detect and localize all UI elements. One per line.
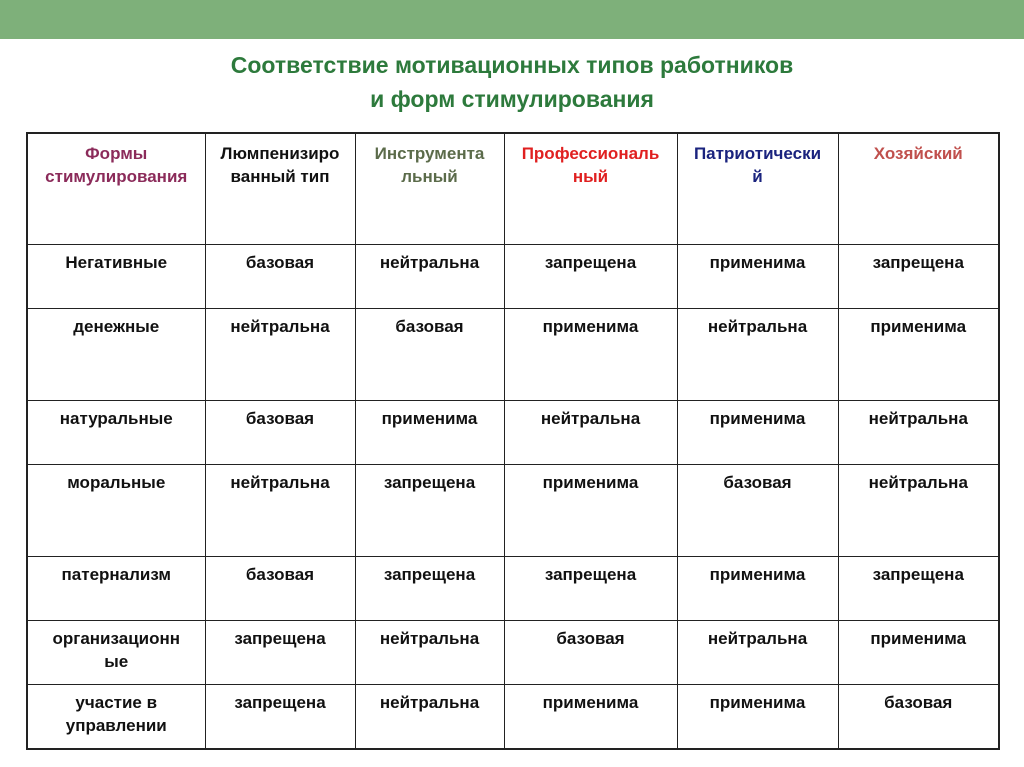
row-label (27, 621, 205, 685)
row-label-text: патернализм (61, 565, 171, 584)
row-label-text: организационн (52, 629, 181, 648)
table-cell: базовая (355, 309, 504, 401)
row-label (27, 401, 205, 465)
table-cell: нейтральна (838, 401, 999, 465)
table-cell: запрещена (205, 621, 355, 685)
table-cell: применима (504, 309, 677, 401)
row-label-text: моральные (67, 473, 166, 492)
row-label-text: натуральные (59, 409, 173, 428)
table-cell: запрещена (504, 245, 677, 309)
table-cell: применима (677, 685, 838, 750)
row-label-text: денежные (73, 317, 160, 336)
table-cell: нейтральна (355, 621, 504, 685)
table-cell: применима (504, 685, 677, 750)
table-cell: применима (677, 401, 838, 465)
row-label-text: управлении (65, 716, 167, 735)
table-cell: запрещена (838, 245, 999, 309)
header-row (27, 133, 999, 245)
header-cell-patriotic (677, 133, 838, 245)
header-text: стимулирования (45, 167, 188, 186)
table-row (27, 401, 999, 465)
table-cell: запрещена (504, 557, 677, 621)
table-cell: применима (677, 557, 838, 621)
header-cell-professional (504, 133, 677, 245)
table-cell: запрещена (838, 557, 999, 621)
table-cell: нейтральна (677, 309, 838, 401)
table-cell: применима (355, 401, 504, 465)
header-text: Формы (85, 144, 148, 163)
table-cell: нейтральна (677, 621, 838, 685)
table-cell: применима (838, 309, 999, 401)
header-text: Инструмента (374, 144, 485, 163)
header-text: Патриотически (693, 144, 822, 163)
table-cell: нейтральна (355, 685, 504, 750)
table-cell: нейтральна (355, 245, 504, 309)
header-cell-lumpen (205, 133, 355, 245)
page-title (0, 48, 1024, 116)
table-cell: применима (504, 465, 677, 557)
row-label-text: ые (104, 652, 129, 671)
table-cell: запрещена (355, 465, 504, 557)
table-cell: базовая (838, 685, 999, 750)
header-cell-instrumental (355, 133, 504, 245)
table-cell: применима (838, 621, 999, 685)
header-cell-master (838, 133, 999, 245)
table-row (27, 465, 999, 557)
row-label-text: участие в (75, 693, 158, 712)
row-label-text: Негативные (65, 253, 168, 272)
table-cell: нейтральна (838, 465, 999, 557)
title-line-1: Соответствие мотивационных типов работников (230, 52, 794, 78)
row-label (27, 245, 205, 309)
table-row (27, 621, 999, 685)
header-text: Профессиональ (521, 144, 660, 163)
table-cell: базовая (677, 465, 838, 557)
row-label (27, 309, 205, 401)
table-cell: базовая (205, 245, 355, 309)
row-label (27, 557, 205, 621)
table-cell: запрещена (205, 685, 355, 750)
header-text: льный (401, 167, 458, 186)
table-cell: применима (677, 245, 838, 309)
table-cell: нейтральна (504, 401, 677, 465)
table-row (27, 685, 999, 750)
header-text: ванный тип (230, 167, 330, 186)
table-cell: запрещена (355, 557, 504, 621)
header-text: Хозяйский (873, 144, 963, 163)
header-cell-forms (27, 133, 205, 245)
table-row (27, 309, 999, 401)
row-label (27, 465, 205, 557)
stimulation-table (26, 132, 1000, 750)
table-cell: базовая (205, 401, 355, 465)
top-bar (0, 0, 1024, 39)
row-label (27, 685, 205, 750)
table-row (27, 245, 999, 309)
title-line-2: и форм стимулирования (370, 86, 654, 112)
header-text: й (752, 167, 763, 186)
header-text: ный (572, 167, 609, 186)
header-text: Люмпенизиро (220, 144, 340, 163)
table-cell: нейтральна (205, 465, 355, 557)
table-row (27, 557, 999, 621)
table-cell: нейтральна (205, 309, 355, 401)
table-cell: базовая (205, 557, 355, 621)
table-cell: базовая (504, 621, 677, 685)
